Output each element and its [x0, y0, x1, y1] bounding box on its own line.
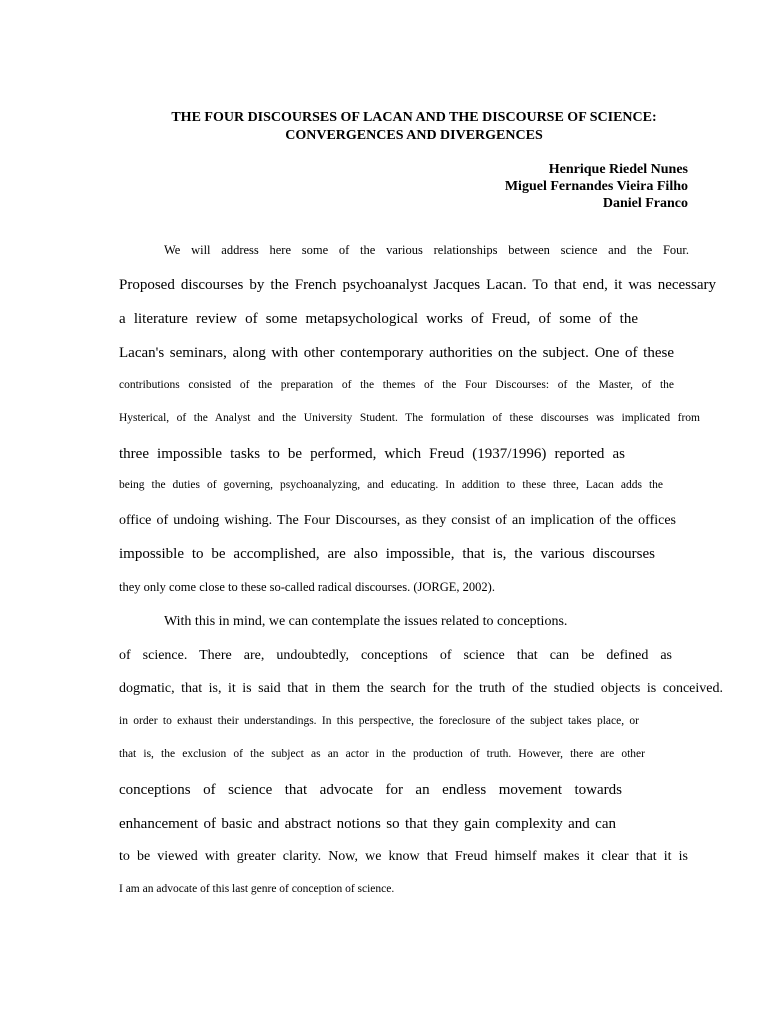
title-line-2: CONVERGENCES AND DIVERGENCES: [285, 128, 543, 143]
body-line: Lacan's seminars, along with other contemporary authorities on the subject. One of these: [119, 345, 674, 361]
author-1: Henrique Riedel Nunes: [548, 162, 688, 177]
body-line: conceptions of science that advocate for an endless movement towards: [119, 782, 622, 798]
body-line: With this in mind, we can contemplate the issues related to conceptions.: [164, 614, 568, 629]
body-line: in order to exhaust their understandings. In this perspective, the foreclosure of the subject takes place, or: [119, 715, 639, 727]
body-line: that is, the exclusion of the subject as an actor in the production of truth. However, there are other: [119, 748, 645, 760]
body-line: contributions consisted of the preparation of the themes of the Four Discourses: of the Master, of the: [119, 379, 674, 391]
body-line: dogmatic, that is, it is said that in them the search for the truth of the studied objects is conceived.: [119, 681, 723, 696]
body-line: I am an advocate of this last genre of conception of science.: [119, 883, 395, 895]
title-line-1: THE FOUR DISCOURSES OF LACAN AND THE DISCOURSE OF SCIENCE:: [171, 110, 657, 125]
author-3: Daniel Franco: [602, 196, 688, 211]
body-line: Proposed discourses by the French psychoanalyst Jacques Lacan. To that end, it was necessary: [119, 277, 716, 293]
body-line: being the duties of governing, psychoanalyzing, and educating. In addition to these three, Lacan adds the: [119, 479, 663, 491]
body-line: enhancement of basic and abstract notions so that they gain complexity and can: [119, 816, 616, 832]
body-line: We will address here some of the various relationships between science and the Four.: [164, 243, 689, 257]
body-line: three impossible tasks to be performed, which Freud (1937/1996) reported as: [119, 446, 625, 462]
author-2: Miguel Fernandes Vieira Filho: [504, 179, 688, 194]
body-line: to be viewed with greater clarity. Now, we know that Freud himself makes it clear that it is: [119, 849, 688, 864]
body-line: they only come close to these so-called radical discourses. (JORGE, 2002).: [119, 580, 495, 594]
body-line: of science. There are, undoubtedly, conceptions of science that can be defined as: [119, 648, 672, 663]
body-line: a literature review of some metapsychological works of Freud, of some of the: [119, 311, 638, 327]
body-line: impossible to be accomplished, are also impossible, that is, the various discourses: [119, 546, 655, 562]
body-line: office of undoing wishing. The Four Discourses, as they consist of an implication of the offices: [119, 513, 676, 528]
body-line: Hysterical, of the Analyst and the University Student. The formulation of these discourses was implicated from: [119, 412, 700, 424]
